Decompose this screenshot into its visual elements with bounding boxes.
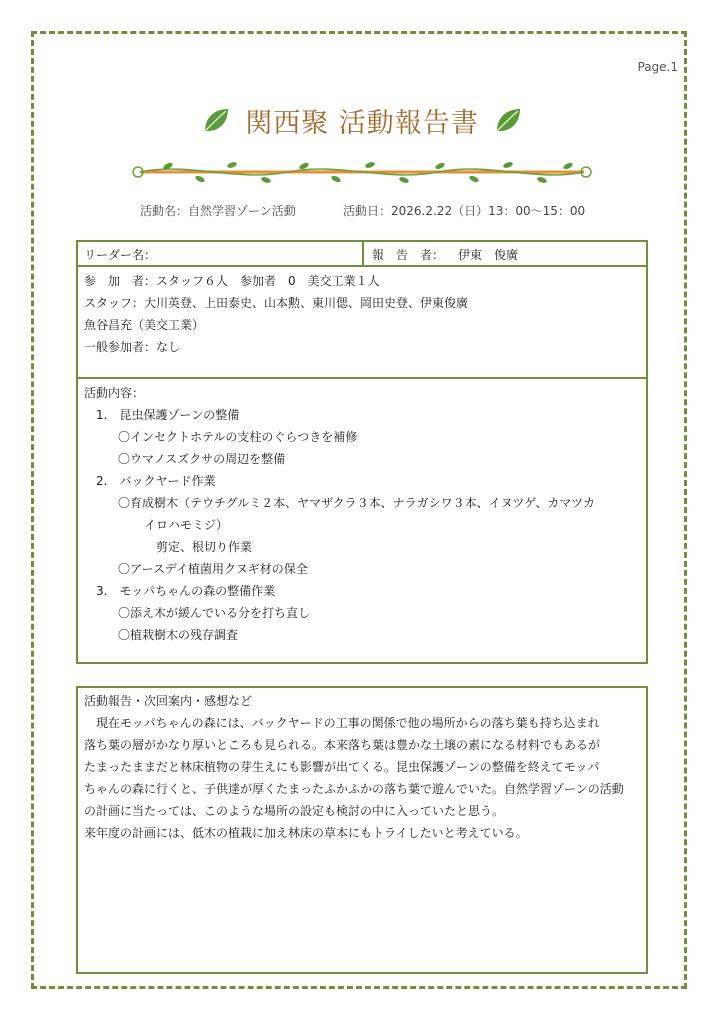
participants-section	[78, 267, 646, 379]
list-item: 〇インセクトホテルの支柱のぐらつきを補修	[118, 430, 358, 444]
reporter-field	[364, 242, 646, 265]
list-item: 2. バックヤード作業	[96, 474, 216, 488]
list-item: 剪定、根切り作業	[156, 540, 253, 554]
activity-section	[78, 379, 646, 649]
activity-table	[76, 240, 648, 664]
list-item: イロハモミジ）	[144, 518, 229, 532]
page-title: 関西聚 活動報告書	[245, 107, 479, 139]
participants-summary: 参 加 者：スタッフ６人 参加者 0 美交工業１人	[84, 274, 380, 288]
report-line: 落ち葉の層がかなり厚いところも見られる。本来落ち葉は豊かな土壌の素になる材料でもあるが	[84, 738, 601, 752]
report-line: ちゃんの森に行くと、子供達が厚くたまったふかふかの落ち葉で遊んでいた。自然学習ゾーンの活動	[84, 782, 624, 796]
leaf-icon-left	[201, 105, 231, 135]
staff-list-continued: 魚谷昌充（美交工業）	[84, 318, 205, 332]
staff-list: スタッフ：大川英登、上田泰史、山本勲、東川偲、岡田史登、伊東俊廣	[84, 296, 469, 310]
list-item: 〇植栽樹木の残存調査	[118, 628, 239, 642]
list-item: 〇アースデイ植菌用クヌギ材の保全	[118, 562, 308, 576]
general-participants: 一般参加者：なし	[84, 340, 181, 354]
report-heading: 活動報告・次回案内・感想など	[84, 694, 253, 708]
reporter-name: 伊東 俊廣	[458, 248, 519, 262]
page-number: Page.1	[637, 60, 678, 74]
list-item: 3. モッパちゃんの森の整備作業	[96, 584, 276, 598]
header-row	[78, 242, 646, 267]
title-row	[0, 100, 724, 140]
report-line: 来年度の計画には、低木の植栽に加え林床の草本にもトライしたいと考えている。	[84, 826, 528, 840]
leader-field: リーダー名：	[78, 242, 364, 265]
activity-date: 活動日：2026.2.22（日）13：00～15：00	[343, 204, 586, 218]
report-line: の計画に当たっては、このような場所の設定も検討の中に入っていたと思う。	[84, 804, 505, 818]
report-line: たまったままだと林床植物の芽生えにも影響が出てくる。昆虫保護ゾーンの整備を終えてモッパ	[84, 760, 600, 774]
list-item: 〇ウマノスズクサの周辺を整備	[118, 452, 286, 466]
list-item: 〇添え木が緩んでいる分を打ち直し	[118, 606, 311, 620]
vine-ornament	[128, 158, 596, 186]
reporter-label: 報 告 者：	[372, 248, 445, 262]
report-line: 現在モッパちゃんの森には、バックヤードの工事の関係で他の場所からの落ち葉も持ち込まれ	[96, 716, 600, 730]
activity-heading: 活動内容：	[84, 386, 145, 400]
list-item: 1. 昆虫保護ゾーンの整備	[96, 408, 240, 422]
activity-name: 活動名：自然学習ゾーン活動	[140, 204, 296, 218]
leaf-icon-right	[493, 105, 523, 135]
report-section	[76, 686, 648, 974]
list-item: 〇育成樹木（テウチグルミ２本、ヤマザクラ３本、ナラガシワ３本、イヌツゲ、カマツカ	[118, 496, 596, 510]
